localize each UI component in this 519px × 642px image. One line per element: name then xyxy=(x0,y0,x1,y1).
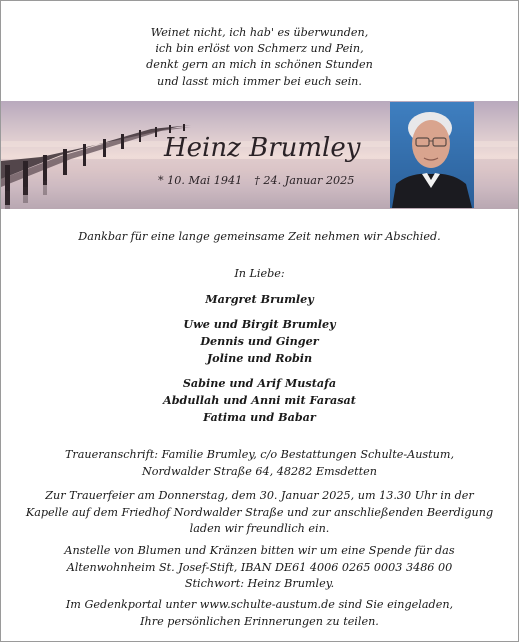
notice-line: Anstelle von Blumen und Kränzen bitten wir um eine Spende für das xyxy=(64,544,455,557)
poem-line: Weinet nicht, ich hab' es überwunden, xyxy=(150,26,369,39)
notice-line: Kapelle auf dem Friedhof Nordwalder Straße und zur anschließenden Beerdigung xyxy=(25,505,494,519)
family-member: Abdullah und Anni mit Farasat xyxy=(163,393,356,407)
mourning-address xyxy=(1,447,518,480)
gratitude-text: Dankbar für eine lange gemeinsame Zeit nehmen wir Abschied. xyxy=(78,230,441,243)
family-member: Fatima und Babar xyxy=(203,410,316,424)
funeral-service-info xyxy=(1,488,518,538)
poem xyxy=(1,25,518,90)
poem-line: und lasst mich immer bei euch sein. xyxy=(157,74,362,88)
memorial-portal-info xyxy=(1,597,518,630)
family-group xyxy=(1,291,518,308)
portrait-image xyxy=(390,102,474,208)
in-love-label: In Liebe: xyxy=(234,267,285,280)
notice-line: Ihre persönlichen Erinnerungen zu teilen. xyxy=(140,614,379,628)
birth-date: * 10. Mai 1941 xyxy=(158,174,243,187)
notice-line: Stichwort: Heinz Brumley. xyxy=(184,577,335,590)
notice-line: Nordwalder Straße 64, 48282 Emsdetten xyxy=(142,464,377,478)
family-member: Sabine und Arif Mustafa xyxy=(182,376,337,390)
family-member: Dennis und Ginger xyxy=(200,334,319,348)
poem-line: denkt gern an mich in schönen Stunden xyxy=(146,58,373,72)
donation-info xyxy=(1,543,518,593)
portrait-photo xyxy=(390,102,474,208)
life-dates xyxy=(158,174,354,187)
family-group xyxy=(1,316,518,367)
family-member: Margret Brumley xyxy=(205,292,314,306)
notice-line: laden wir freundlich ein. xyxy=(189,522,330,535)
notice-line: Im Gedenkportal unter www.schulte-austum.de sind Sie eingeladen, xyxy=(65,598,454,611)
notice-line: Zur Trauerfeier am Donnerstag, dem 30. Januar 2025, um 13.30 Uhr in der xyxy=(45,489,474,502)
notice-line: Traueranschrift: Familie Brumley, c/o Bestattungen Schulte-Austum, xyxy=(64,448,455,461)
family-member: Joline und Robin xyxy=(206,351,313,365)
death-date: † 24. Januar 2025 xyxy=(254,174,355,187)
poem-line: ich bin erlöst von Schmerz und Pein, xyxy=(155,42,364,56)
notice-line: Altenwohnheim St. Josef-Stift, IBAN DE61 4006 0265 0003 3486 00 xyxy=(66,560,453,574)
deceased-name: Heinz Brumley xyxy=(164,133,361,163)
family-member: Uwe und Birgit Brumley xyxy=(183,317,336,331)
family-group xyxy=(1,375,518,426)
